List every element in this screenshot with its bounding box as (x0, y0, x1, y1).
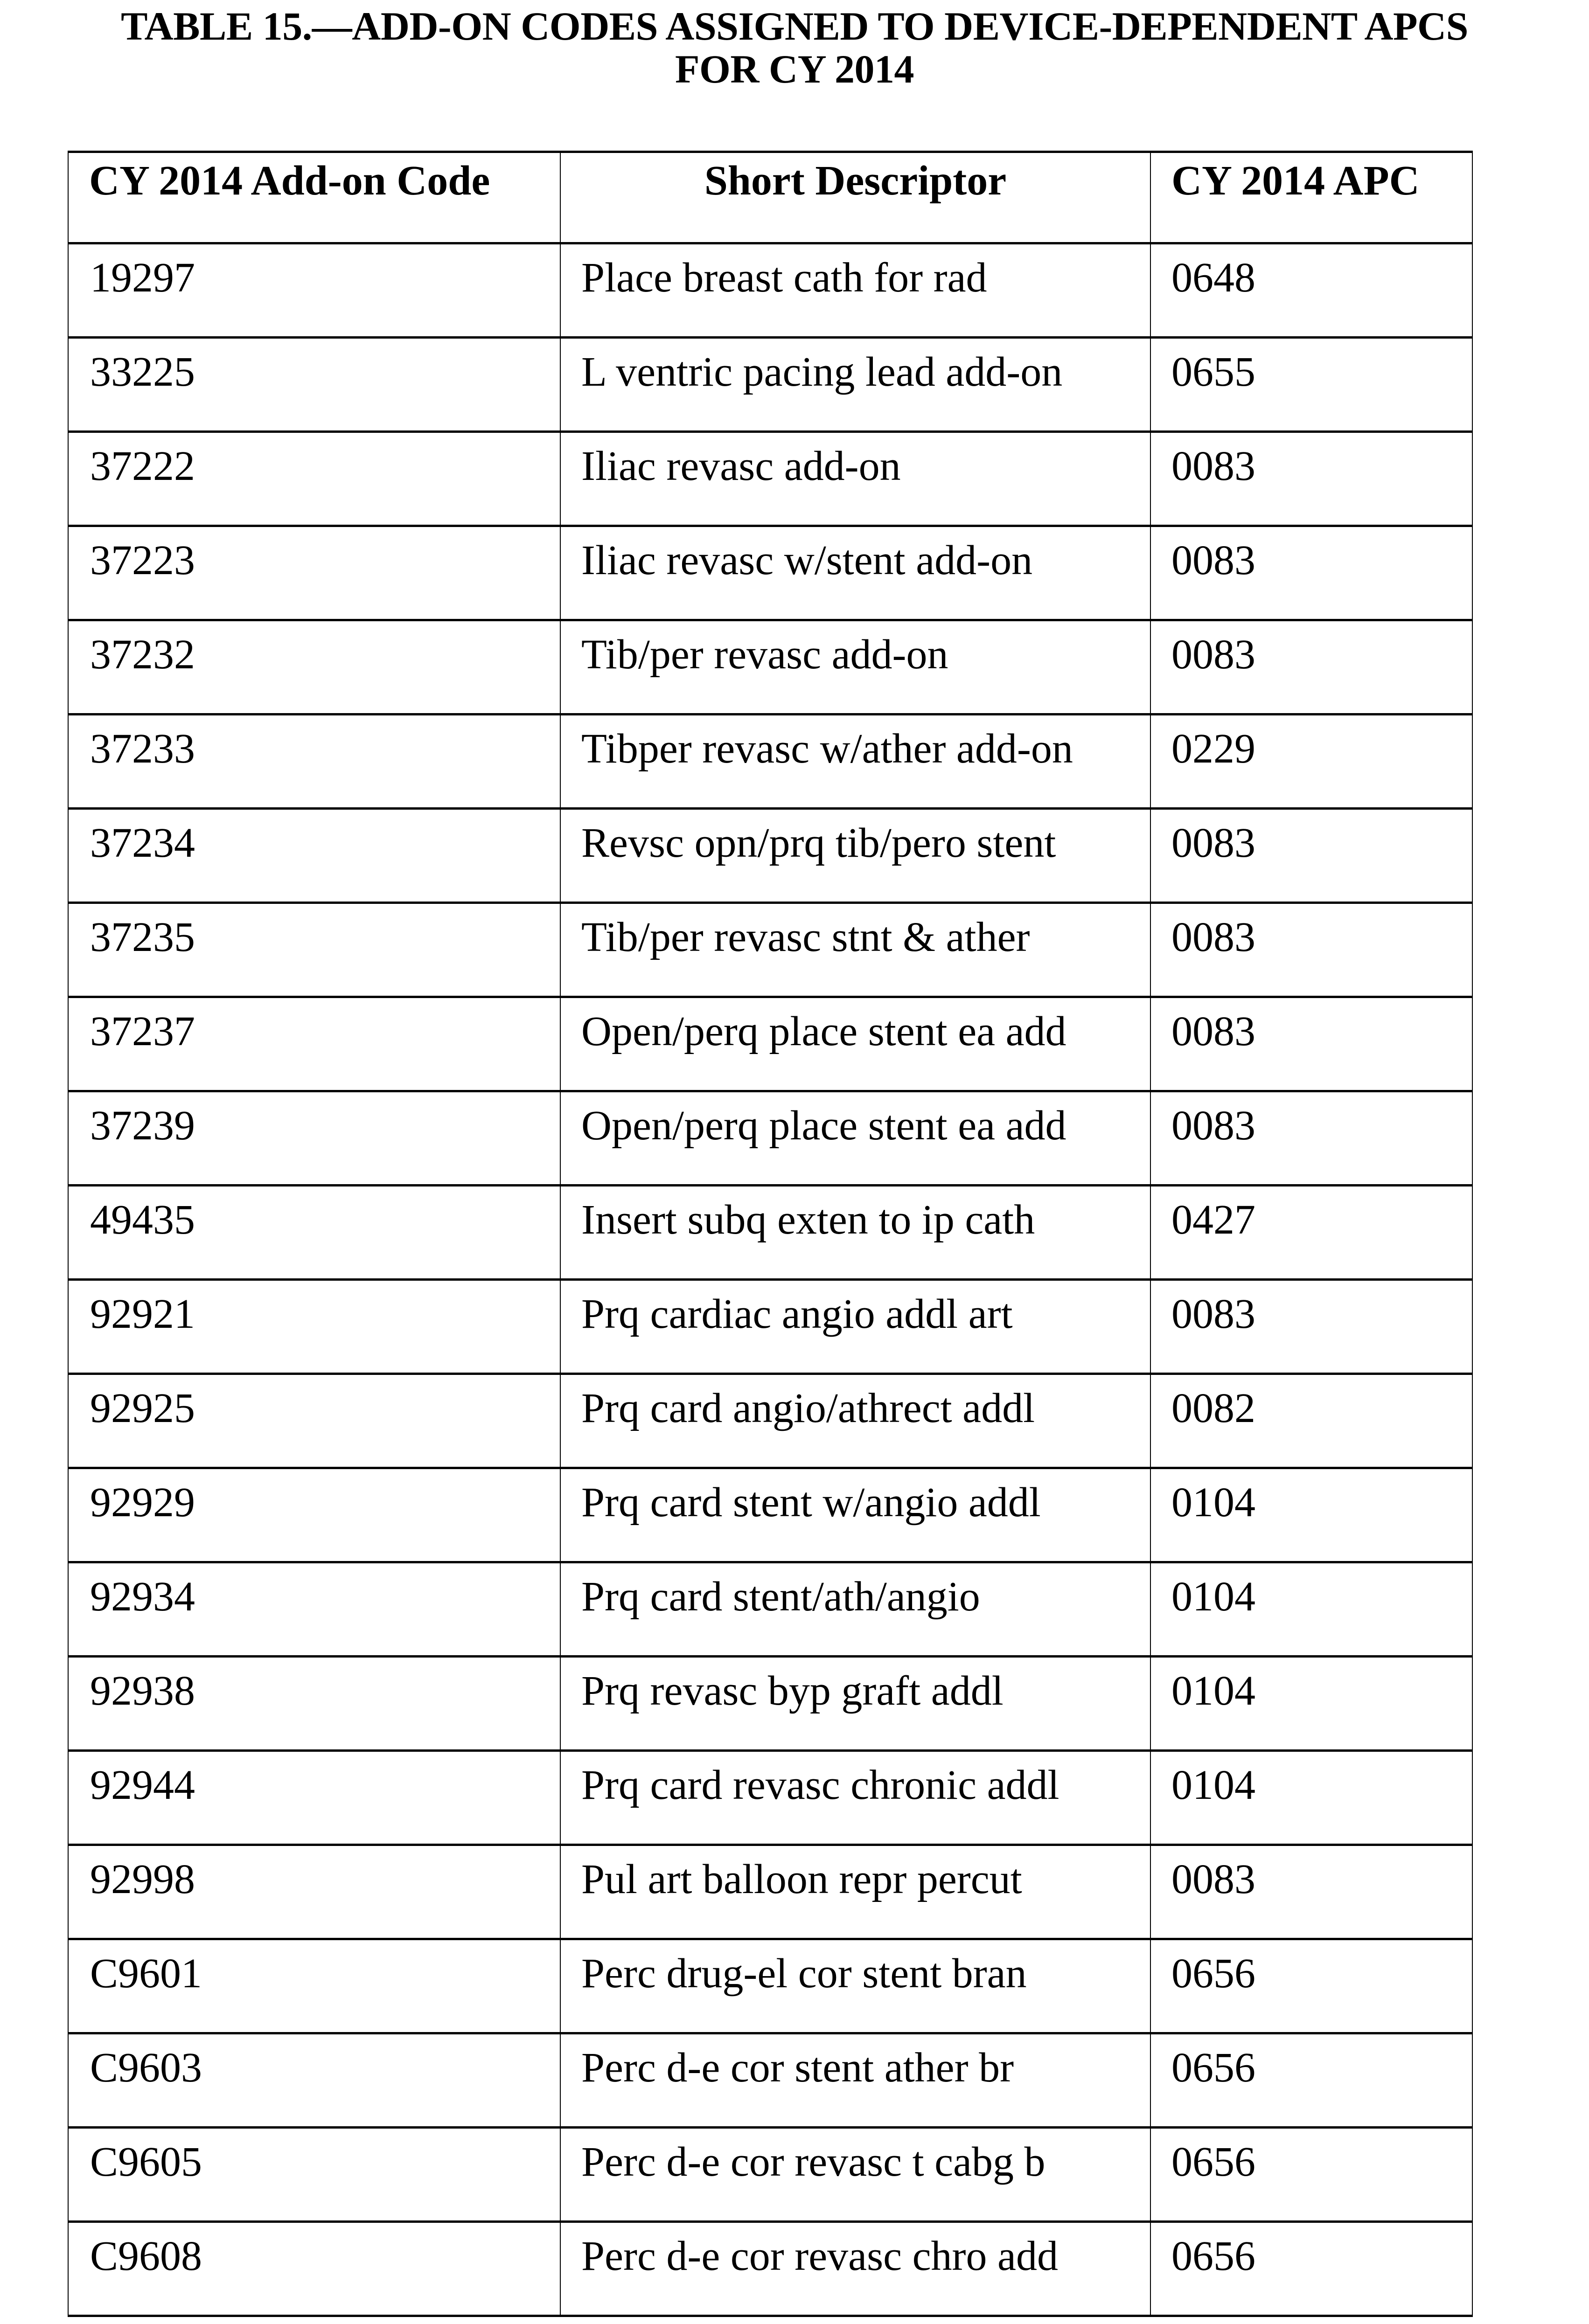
add-on-code-cell: 37222 (68, 432, 560, 526)
table-row (68, 1845, 1472, 1939)
short-descriptor-cell: Iliac revasc add-on (560, 432, 1150, 526)
table-row (68, 2128, 1472, 2222)
add-on-code-cell: 37237 (68, 997, 560, 1091)
header-add-on-code: CY 2014 Add-on Code (68, 152, 560, 243)
table-row (68, 1091, 1472, 1186)
add-on-code-cell: 37232 (68, 620, 560, 715)
apc-cell: 0083 (1150, 432, 1472, 526)
table-row (68, 1939, 1472, 2033)
add-on-code-cell: 37234 (68, 809, 560, 903)
table-row (68, 243, 1472, 338)
apc-cell: 0083 (1150, 1280, 1472, 1374)
table-row (68, 620, 1472, 715)
short-descriptor-cell: Perc d-e cor stent ather br (560, 2033, 1150, 2128)
apc-cell: 0427 (1150, 1186, 1472, 1280)
add-on-code-cell: 49435 (68, 1186, 560, 1280)
short-descriptor-cell: L ventric pacing lead add-on (560, 338, 1150, 432)
short-descriptor-cell: Prq revasc byp graft addl (560, 1657, 1150, 1751)
apc-cell: 0104 (1150, 1562, 1472, 1657)
table-row (68, 809, 1472, 903)
short-descriptor-cell: Place breast cath for rad (560, 243, 1150, 338)
short-descriptor-cell: Open/perq place stent ea add (560, 997, 1150, 1091)
short-descriptor-cell: Prq card stent w/angio addl (560, 1468, 1150, 1562)
apc-cell: 0083 (1150, 903, 1472, 997)
apc-cell: 0083 (1150, 526, 1472, 620)
apc-cell: 0104 (1150, 1657, 1472, 1751)
apc-cell: 0229 (1150, 715, 1472, 809)
apc-cell: 0656 (1150, 1939, 1472, 2033)
table-row (68, 1186, 1472, 1280)
apc-cell: 0648 (1150, 243, 1472, 338)
table-row (68, 1280, 1472, 1374)
add-on-code-cell: 92925 (68, 1374, 560, 1468)
apc-cell: 0656 (1150, 2128, 1472, 2222)
short-descriptor-cell: Pul art balloon repr percut (560, 1845, 1150, 1939)
table-row (68, 903, 1472, 997)
table-row (68, 432, 1472, 526)
short-descriptor-cell: Perc drug-el cor stent bran (560, 1939, 1150, 2033)
short-descriptor-cell: Perc d-e cor revasc t cabg b (560, 2128, 1150, 2222)
header-short-descriptor: Short Descriptor (560, 152, 1150, 243)
short-descriptor-cell: Open/perq place stent ea add (560, 1091, 1150, 1186)
add-on-code-cell: 92944 (68, 1751, 560, 1845)
apc-cell: 0082 (1150, 1374, 1472, 1468)
add-on-code-cell: 92934 (68, 1562, 560, 1657)
table-row (68, 997, 1472, 1091)
table-row (68, 1657, 1472, 1751)
table-row (68, 1751, 1472, 1845)
short-descriptor-cell: Tibper revasc w/ather add-on (560, 715, 1150, 809)
short-descriptor-cell: Tib/per revasc stnt & ather (560, 903, 1150, 997)
add-on-code-cell: 37233 (68, 715, 560, 809)
apc-cell: 0083 (1150, 1845, 1472, 1939)
apc-cell: 0104 (1150, 1751, 1472, 1845)
title-line-1: TABLE 15.—ADD-ON CODES ASSIGNED TO DEVICE-DEPENDENT APCS (121, 4, 1468, 49)
short-descriptor-cell: Perc d-e cor revasc chro add (560, 2222, 1150, 2316)
add-on-code-cell: 37235 (68, 903, 560, 997)
add-on-code-cell: C9605 (68, 2128, 560, 2222)
apc-cell: 0083 (1150, 1091, 1472, 1186)
apc-cell: 0656 (1150, 2033, 1472, 2128)
short-descriptor-cell: Tib/per revasc add-on (560, 620, 1150, 715)
add-on-code-cell: C9601 (68, 1939, 560, 2033)
short-descriptor-cell: Iliac revasc w/stent add-on (560, 526, 1150, 620)
short-descriptor-cell: Insert subq exten to ip cath (560, 1186, 1150, 1280)
table-row (68, 1562, 1472, 1657)
table-header-row (68, 152, 1472, 243)
table-row (68, 526, 1472, 620)
short-descriptor-cell: Prq card stent/ath/angio (560, 1562, 1150, 1657)
table-row (68, 338, 1472, 432)
table-row (68, 2033, 1472, 2128)
table-row (68, 715, 1472, 809)
add-on-code-cell: 19297 (68, 243, 560, 338)
add-on-code-cell: 37223 (68, 526, 560, 620)
short-descriptor-cell: Prq card angio/athrect addl (560, 1374, 1150, 1468)
table-body (68, 243, 1472, 2316)
apc-cell: 0083 (1150, 997, 1472, 1091)
add-on-code-cell: C9603 (68, 2033, 560, 2128)
apc-cell: 0083 (1150, 620, 1472, 715)
add-on-codes-table (68, 151, 1473, 2317)
apc-cell: 0104 (1150, 1468, 1472, 1562)
title-line-2: FOR CY 2014 (675, 47, 914, 91)
add-on-code-cell: 37239 (68, 1091, 560, 1186)
table-row (68, 1468, 1472, 1562)
apc-cell: 0656 (1150, 2222, 1472, 2316)
short-descriptor-cell: Prq card revasc chronic addl (560, 1751, 1150, 1845)
add-on-code-cell: 33225 (68, 338, 560, 432)
short-descriptor-cell: Prq cardiac angio addl art (560, 1280, 1150, 1374)
apc-cell: 0655 (1150, 338, 1472, 432)
table-row (68, 1374, 1472, 1468)
table-row (68, 2222, 1472, 2316)
add-on-code-cell: 92929 (68, 1468, 560, 1562)
add-on-code-cell: 92921 (68, 1280, 560, 1374)
add-on-code-cell: 92998 (68, 1845, 560, 1939)
header-apc: CY 2014 APC (1150, 152, 1472, 243)
short-descriptor-cell: Revsc opn/prq tib/pero stent (560, 809, 1150, 903)
add-on-code-cell: 92938 (68, 1657, 560, 1751)
add-on-code-cell: C9608 (68, 2222, 560, 2316)
apc-cell: 0083 (1150, 809, 1472, 903)
